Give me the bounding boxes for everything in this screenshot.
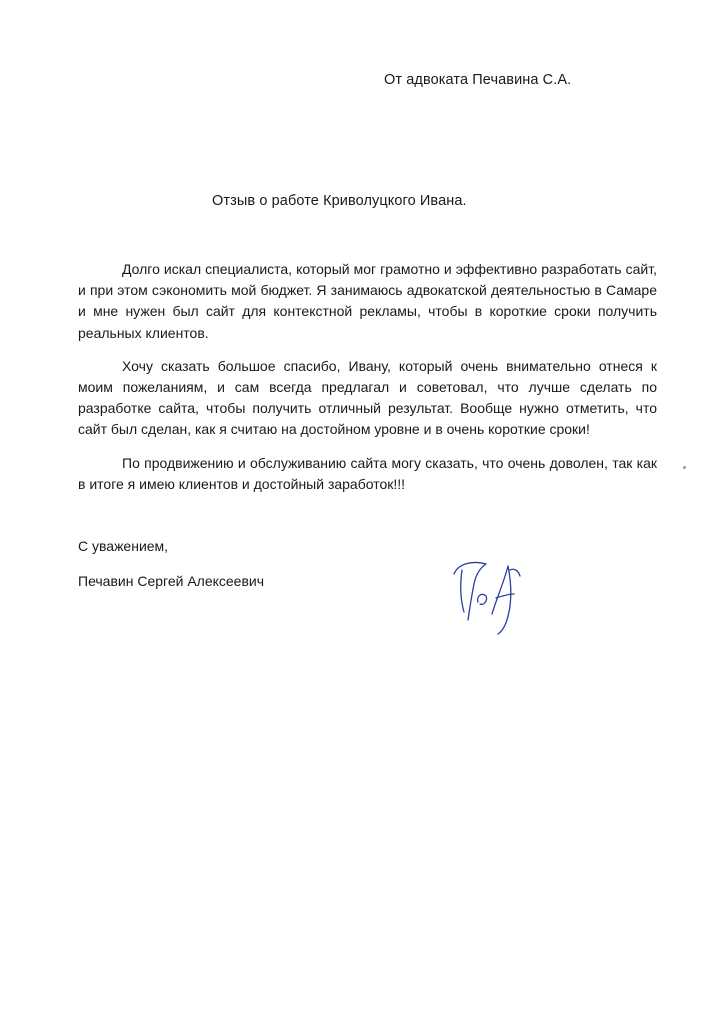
- body-paragraph-1: Долго искал специалиста, который мог грамотно и эффективно разработать сайт, и при этом сэкономить мой бюджет. Я занимаюсь адвокатской деятельностью в Самаре и мне нужен был сайт для контекстной рекламы, чтобы в короткие сроки получить реальных клиентов.: [78, 261, 657, 341]
- document-title: Отзыв о работе Криволуцкого Ивана.: [212, 193, 467, 209]
- signer-name: Печавин Сергей Алексеевич: [78, 573, 265, 589]
- body-paragraph-2: Хочу сказать большое спасибо, Ивану, который очень внимательно отнеся к моим пожеланиям, и сам всегда предлагал и советовал, что лучше сделать по разработке сайта, чтобы получить отличный результат. Вообще нужно отметить, что сайт был сделан, как я считаю на достойном уровне и в очень короткие сроки!: [78, 357, 657, 438]
- closing-phrase: С уважением,: [78, 538, 169, 554]
- from-line: От адвоката Печавина С.А.: [384, 72, 572, 88]
- scan-speck: [683, 466, 686, 469]
- signature-icon: [448, 540, 538, 636]
- body-paragraph-3: По продвижению и обслуживанию сайта могу сказать, что очень доволен, так как в итоге я имею клиентов и достойный заработок!!!: [78, 454, 657, 492]
- letter-body: [78, 259, 657, 507]
